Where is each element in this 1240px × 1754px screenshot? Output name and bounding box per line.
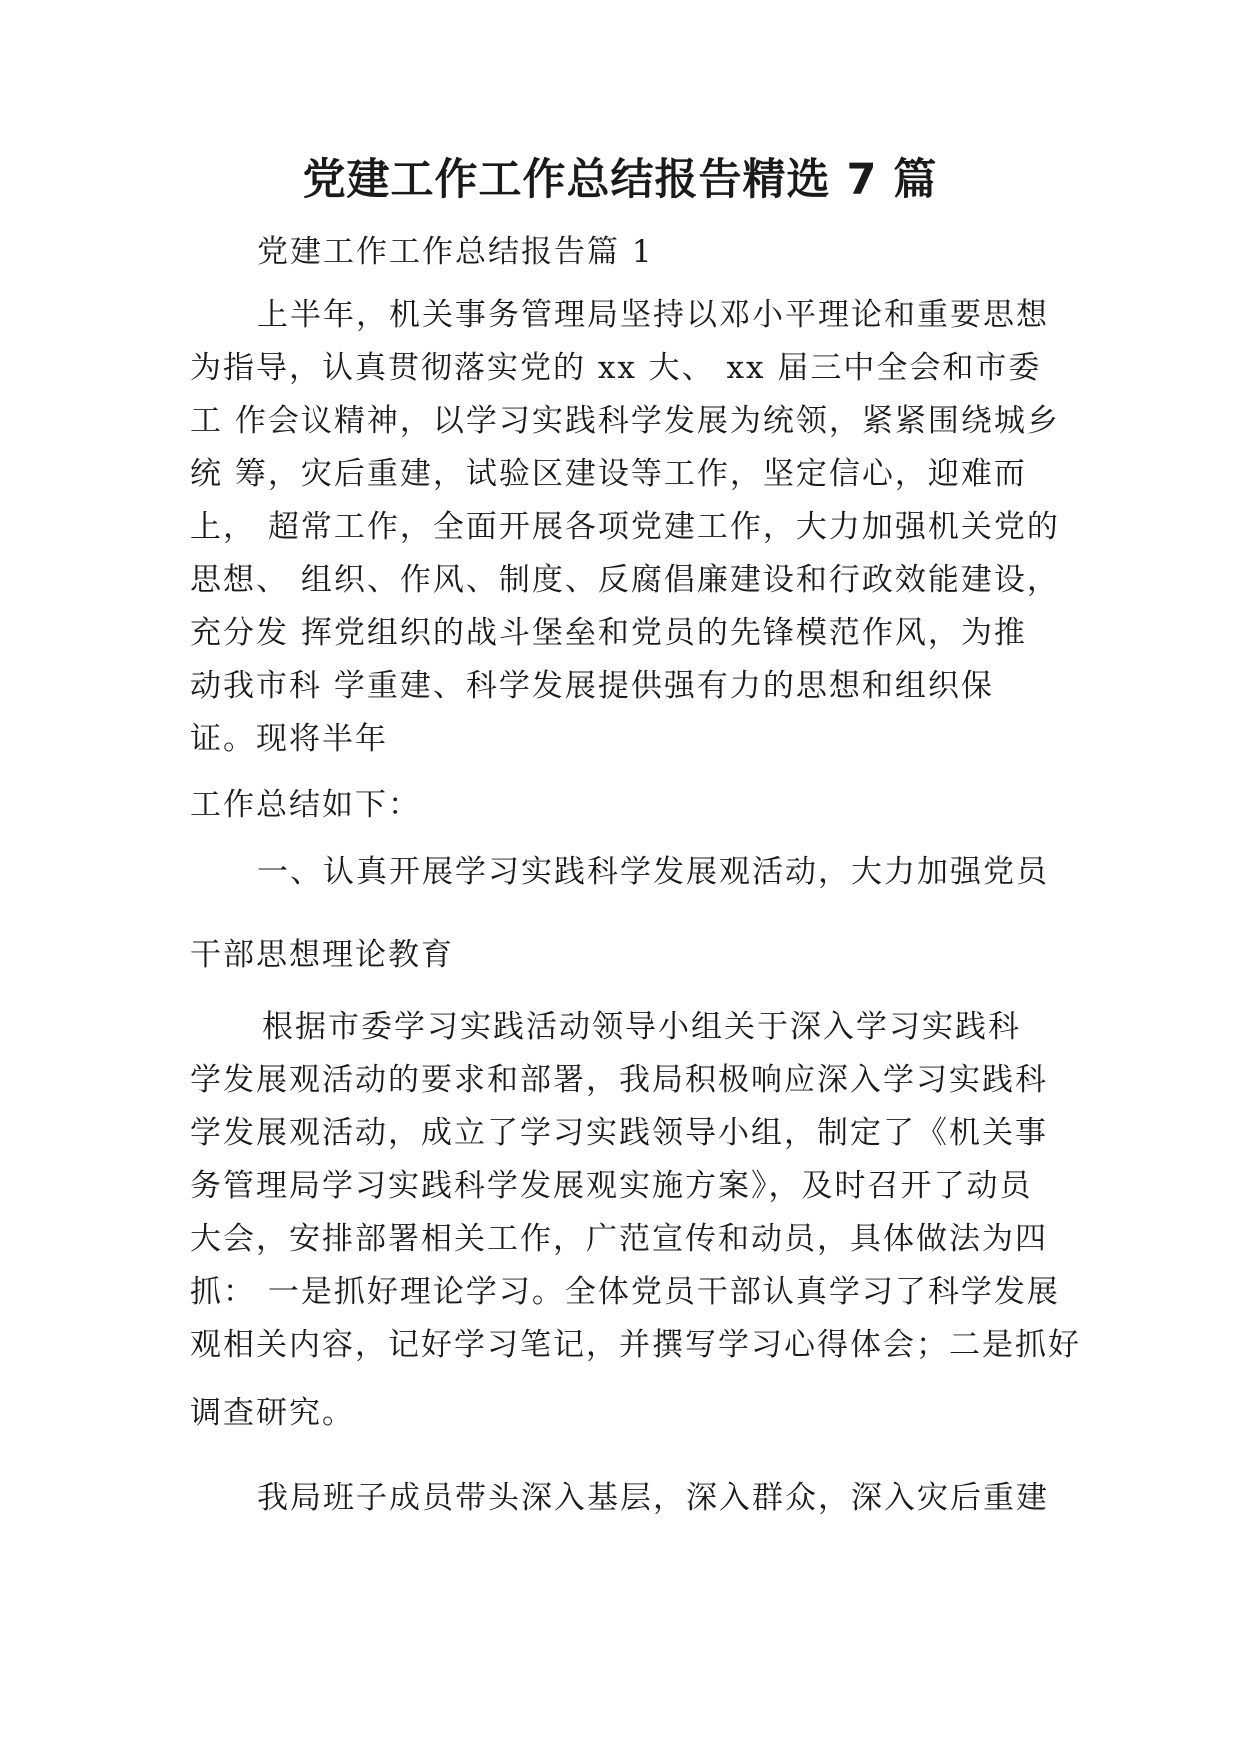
paragraph-line: 大会，安排部署相关工作，广范宣传和动员，具体做法为四 xyxy=(190,1221,1048,1257)
paragraph-line: 我局班子成员带头深入基层，深入群众，深入灾后重建 xyxy=(257,1480,1049,1516)
paragraph-line: 学发展观活动的要求和部署，我局积极响应深入学习实践科 xyxy=(190,1062,1048,1098)
paragraph-line: 学发展观活动，成立了学习实践领导小组，制定了《机关事 xyxy=(190,1115,1048,1151)
paragraph-line: 上， 超常工作，全面开展各项党建工作，大力加强机关党的 xyxy=(190,509,1060,545)
paragraph-line: 务管理局学习实践科学发展观实施方案》，及时召开了动员 xyxy=(190,1168,1033,1204)
paragraph-line: 证。现将半年 xyxy=(190,721,388,757)
paragraph-line: 思想、 组织、作风、制度、反腐倡廉建设和行政效能建设， xyxy=(190,562,1060,598)
section-heading: 一、认真开展学习实践科学发展观活动，大力加强党员 xyxy=(257,854,1049,890)
paragraph-line: 根据市委学习实践活动领导小组关于深入学习实践科 xyxy=(262,1009,1021,1045)
paragraph-line: 观相关内容，记好学习笔记，并撰写学习心得体会；二是抓好 xyxy=(190,1327,1081,1363)
document-title: 党建工作工作总结报告精选 7 篇 xyxy=(302,155,938,205)
section-heading: 干部思想理论教育 xyxy=(190,937,454,973)
paragraph-line: 调查研究。 xyxy=(190,1395,355,1431)
paragraph-line: 为指导，认真贯彻落实党的 xx 大、 xx 届三中全会和市委 xyxy=(190,350,1042,386)
paragraph-line: 动我市科 学重建、科学发展提供强有力的思想和组织保 xyxy=(190,668,994,704)
paragraph-line: 统 筹，灾后重建，试验区建设等工作，坚定信心，迎难而 xyxy=(190,456,1027,492)
section-heading: 党建工作工作总结报告篇 1 xyxy=(257,234,654,270)
paragraph-line: 工作总结如下： xyxy=(190,787,421,823)
paragraph-line: 上半年，机关事务管理局坚持以邓小平理论和重要思想 xyxy=(257,297,1049,333)
paragraph-line: 工 作会议精神，以学习实践科学发展为统领，紧紧围绕城乡 xyxy=(190,403,1060,439)
paragraph-line: 充分发 挥党组织的战斗堡垒和党员的先锋模范作风，为推 xyxy=(190,615,1027,651)
paragraph-line: 抓： 一是抓好理论学习。全体党员干部认真学习了科学发展 xyxy=(190,1274,1060,1310)
